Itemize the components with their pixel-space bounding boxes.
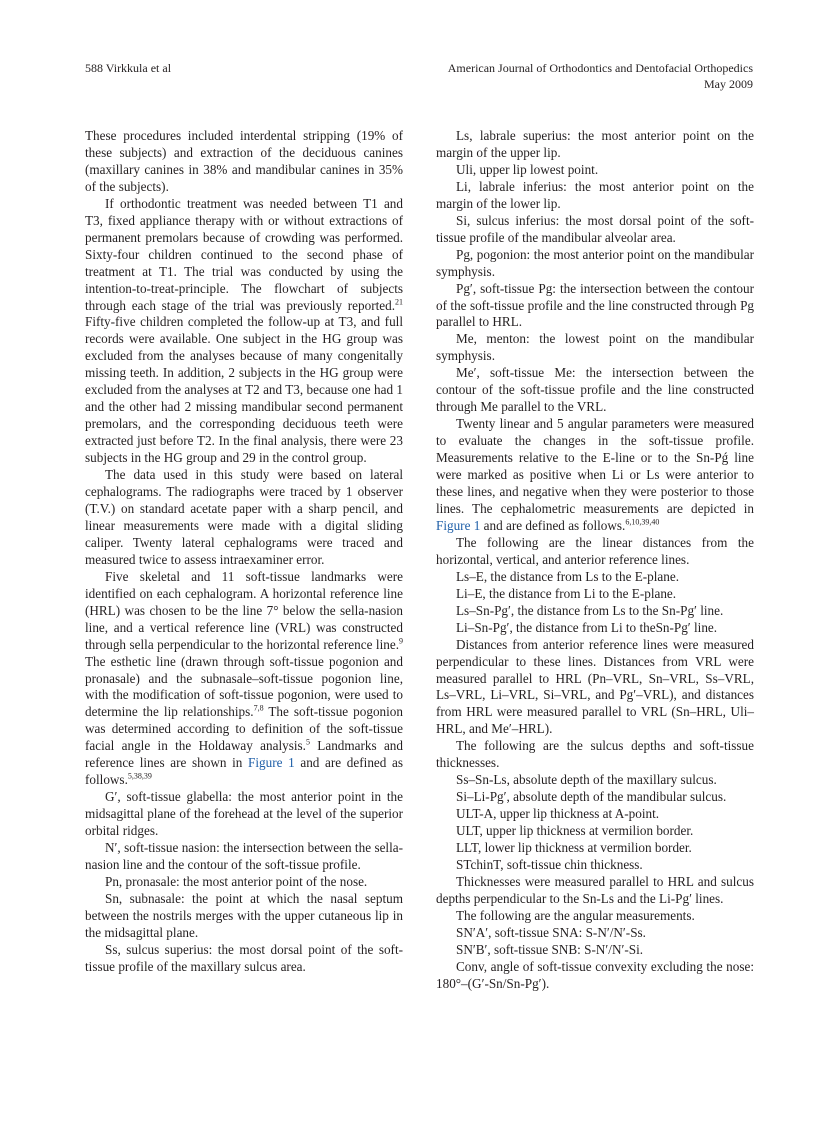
paragraph: G′, soft-tissue glabella: the most anterior point in the midsagittal plane of the forehead at the level of the superior orbital ridges. <box>85 789 403 839</box>
paragraph: ULT, upper lip thickness at vermilion border. <box>456 823 694 839</box>
paragraph: Conv, angle of soft-tissue convexity excluding the nose: 180°–(G′-Sn/Sn-Pg′). <box>436 958 754 991</box>
paragraph: The following are the linear distances from the horizontal, vertical, and anterior reference lines. <box>436 534 754 567</box>
running-header-left: 588 Virkkula et al <box>85 61 172 75</box>
paragraph: ULT-A, upper lip thickness at A-point. <box>456 806 660 822</box>
paragraph: SN′B′, soft-tissue SNB: S-N′/N′-Si. <box>456 941 644 957</box>
paragraph: Sn, subnasale: the point at which the nasal septum between the nostrils merges with the upper cutaneous lip in the midsagittal plane. <box>85 890 403 940</box>
citation: 9 <box>399 636 403 646</box>
citation: 7,8 <box>253 704 264 714</box>
paragraph: Distances from anterior reference lines were measured perpendicular to these lines. Distances from VRL were measured parallel to HRL (Pn–VRL, Sn–VRL, Ss–VRL, Ls–VRL, Li–VRL, Si–VRL, and Pg′–VRL), and distances from HRL were measured parallel to VRL (Sn–HRL, Uli–HRL, and Me′–HRL). <box>436 636 754 737</box>
paragraph: The following are the sulcus depths and soft-tissue thicknesses. <box>436 738 754 771</box>
figure-link[interactable]: Figure 1 <box>436 517 481 533</box>
paragraph: These procedures included interdental stripping (19% of these subjects) and extraction of the deciduous canines (maxillary canines in 38% and mandibular canines in 35% of the subjects). <box>85 128 403 194</box>
paragraph: Li–Sn-Pg′, the distance from Li to theSn-Pg′ line. <box>456 619 718 635</box>
paragraph: Li–E, the distance from Li to the E-plane. <box>456 585 677 601</box>
citation: 6,10,39,40 <box>625 517 660 527</box>
running-header-right <box>448 60 753 92</box>
journal-name: American Journal of Orthodontics and Dentofacial Orthopedics <box>447 61 753 75</box>
paragraph: Li, labrale inferius: the most anterior point on the margin of the lower lip. <box>436 178 754 211</box>
paragraph <box>85 569 403 789</box>
paragraph: Ss, sulcus superius: the most dorsal point of the soft-tissue profile of the maxillary sulcus area. <box>85 941 403 974</box>
paragraph <box>436 416 754 535</box>
text-run: Fifty-five children completed the follow-up at T3, and full records were available. One subject in the HG group was excluded from the analyses because of many congenitally missing teeth. In addition, 2 subjects in the HG group were excluded from the analyses at T2 and T3, because one had 1 and the other had 2 missing mandibular second permanent premolars, and the corresponding deciduous teeth were extracted just before T2. In the final analysis, there were 23 subjects in the HG group and 29 in the control group. <box>85 314 403 466</box>
text-run: and are defined as follows. <box>85 755 403 788</box>
paragraph: LLT, lower lip thickness at vermilion border. <box>456 840 692 856</box>
citation: 5,38,39 <box>127 771 152 781</box>
paragraph: Ss–Sn-Ls, absolute depth of the maxillary sulcus. <box>456 772 717 788</box>
issue-date: May 2009 <box>704 77 753 91</box>
paragraph: SN′A′, soft-tissue SNA: S-N′/N′-Ss. <box>456 924 646 940</box>
paragraph: STchinT, soft-tissue chin thickness. <box>456 856 643 872</box>
text-run: Five skeletal and 11 soft-tissue landmarks were identified on each cephalogram. A horizontal reference line (HRL) was chosen to be the line 7° below the sella-nasion line, and a vertical reference line (VRL) was constructed through sella perpendicular to the horizontal reference line. <box>85 568 403 652</box>
text-run: If orthodontic treatment was needed between T1 and T3, fixed appliance therapy with or without extractions of permanent premolars because of crowding was performed. Sixty-four children continued to the second phase of treatment at T1. The trial was conducted by using the intention-to-treat-principle. The flowchart of subjects through each stage of the trial was previously reported. <box>85 195 403 313</box>
paragraph: Me′, soft-tissue Me: the intersection between the contour of the soft-tissue profile and the line constructed through Me parallel to the VRL. <box>436 365 754 415</box>
paragraph: Si, sulcus inferius: the most dorsal point of the soft-tissue profile of the mandibular alveolar area. <box>436 212 754 245</box>
paragraph: N′, soft-tissue nasion: the intersection between the sella-nasion line and the contour of the soft-tissue profile. <box>85 840 403 872</box>
paragraph: Uli, upper lip lowest point. <box>456 161 599 177</box>
citation: 5 <box>305 737 310 747</box>
paragraph: Ls–E, the distance from Ls to the E-plane. <box>456 568 680 584</box>
paragraph: Thicknesses were measured parallel to HRL and sulcus depths perpendicular to the Sn-Ls and the Li-Pg′ lines. <box>436 873 754 906</box>
paragraph: Ls, labrale superius: the most anterior point on the margin of the upper lip. <box>436 128 754 160</box>
paragraph: The following are the angular measurements. <box>456 907 695 923</box>
figure-link[interactable]: Figure 1 <box>248 755 295 771</box>
text-run: Landmarks and reference lines are shown in <box>85 738 403 771</box>
citation: 21 <box>395 297 403 307</box>
paragraph: The data used in this study were based on lateral cephalograms. The radiographs were traced by 1 observer (T.V.) on standard acetate paper with a sharp pencil, and linear measurements were made with a digital sliding caliper. Twenty lateral cephalograms were traced and measured twice to assess intraexaminer error. <box>85 467 403 567</box>
paragraph <box>85 196 403 467</box>
paragraph: Ls–Sn-Pg′, the distance from Ls to the Sn-Pg′ line. <box>456 602 724 618</box>
text-run: and are defined as follows. <box>480 517 626 533</box>
paragraph: Pn, pronasale: the most anterior point of the nose. <box>105 873 368 889</box>
left-column <box>85 128 403 976</box>
paragraph: Si–Li-Pg′, absolute depth of the mandibular sulcus. <box>456 789 727 805</box>
text-run: Twenty linear and 5 angular parameters were measured to evaluate the changes in the soft-tissue profile. Measurements relative to the E-line or to the Sn-Pǵ line were marked as positive when Li or Ls were anterior to these lines, and negative when they were posterior to those lines. The cephalometric measurements are depicted in <box>436 416 754 516</box>
text-run: The soft-tissue pogonion was determined according to definition of the soft-tissue facial angle in the Holdaway analysis. <box>85 704 403 754</box>
right-column <box>436 128 754 993</box>
paragraph: Me, menton: the lowest point on the mandibular symphysis. <box>436 331 754 364</box>
paragraph: Pg′, soft-tissue Pg: the intersection between the contour of the soft-tissue profile and the line constructed through Pg parallel to HRL. <box>436 280 754 330</box>
paragraph: Pg, pogonion: the most anterior point on the mandibular symphysis. <box>436 246 754 279</box>
text-run: The esthetic line (drawn through soft-tissue pogonion and pronasale) and the subnasale–soft-tissue pogonion line, with the modification of soft-tissue pogonion, were used to determine the lip relationships. <box>85 653 403 720</box>
